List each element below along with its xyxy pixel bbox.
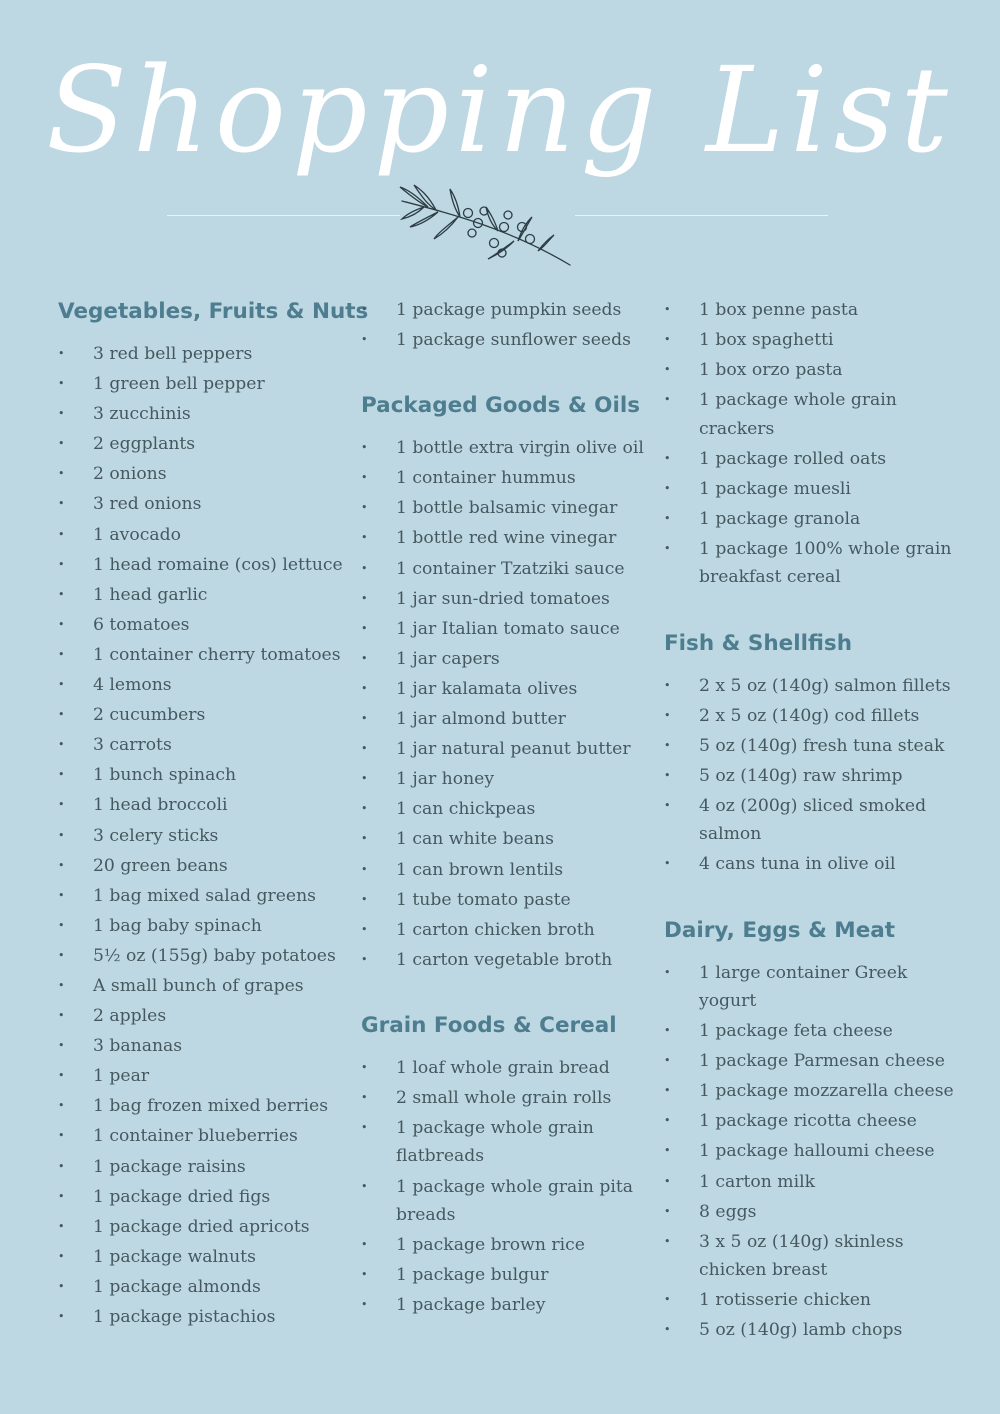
list-item: • 1 can white beans bbox=[361, 825, 661, 853]
list-item: • 1 package pumpkin seeds bbox=[361, 296, 661, 324]
list-item: • 4 cans tuna in olive oil bbox=[664, 850, 964, 878]
list-item: • 1 package whole grain flatbreads bbox=[361, 1114, 661, 1171]
list-item: • 2 x 5 oz (140g) cod fillets bbox=[664, 702, 964, 730]
list-item: • 2 x 5 oz (140g) salmon fillets bbox=[664, 672, 964, 700]
list-item: • 4 lemons bbox=[58, 671, 358, 699]
list-item: • 1 jar capers bbox=[361, 645, 661, 673]
list-item: • 1 bottle extra virgin olive oil bbox=[361, 434, 661, 462]
list-item: • 1 loaf whole grain bread bbox=[361, 1054, 661, 1082]
list-item: • 1 package bulgur bbox=[361, 1261, 661, 1289]
list-item: • 1 jar Italian tomato sauce bbox=[361, 615, 661, 643]
divider-right bbox=[575, 215, 828, 216]
list-item: • 1 carton chicken broth bbox=[361, 916, 661, 944]
list-item: • 8 eggs bbox=[664, 1198, 964, 1226]
list-item: • 20 green beans bbox=[58, 852, 358, 880]
list-item: • 1 pear bbox=[58, 1062, 358, 1090]
list-item: • 1 bottle balsamic vinegar bbox=[361, 494, 661, 522]
list-item: • 1 jar honey bbox=[361, 765, 661, 793]
list-item: • 1 package barley bbox=[361, 1291, 661, 1319]
packaged-goods-list bbox=[361, 434, 661, 974]
list-item: • 3 carrots bbox=[58, 731, 358, 759]
list-item: • 1 carton milk bbox=[664, 1168, 964, 1196]
divider-left bbox=[167, 215, 400, 216]
list-item: • 1 head garlic bbox=[58, 581, 358, 609]
list-item: • 1 jar almond butter bbox=[361, 705, 661, 733]
section-heading-vegetables: Vegetables, Fruits & Nuts bbox=[58, 299, 369, 324]
list-item: • 1 rotisserie chicken bbox=[664, 1286, 964, 1314]
list-item: • 1 package pistachios bbox=[58, 1303, 358, 1331]
list-item: • 1 bag baby spinach bbox=[58, 912, 358, 940]
list-item: • 1 package Parmesan cheese bbox=[664, 1047, 964, 1075]
dairy-list bbox=[664, 959, 964, 1345]
list-item: • 2 apples bbox=[58, 1002, 358, 1030]
section-heading-packaged-goods: Packaged Goods & Oils bbox=[361, 393, 640, 419]
list-item: • 1 box orzo pasta bbox=[664, 356, 964, 384]
list-item: • 2 eggplants bbox=[58, 430, 358, 458]
list-item: • 2 cucumbers bbox=[58, 701, 358, 729]
list-item: • 1 jar kalamata olives bbox=[361, 675, 661, 703]
list-item: • 1 container Tzatziki sauce bbox=[361, 555, 661, 583]
list-item: • 5½ oz (155g) baby potatoes bbox=[58, 942, 358, 970]
list-item: • 1 box penne pasta bbox=[664, 296, 964, 324]
list-item: • 1 package mozzarella cheese bbox=[664, 1077, 964, 1105]
list-item: • 1 large container Greek yogurt bbox=[664, 959, 964, 1016]
list-item: • 1 package granola bbox=[664, 505, 964, 533]
list-item: • 1 package dried apricots bbox=[58, 1213, 358, 1241]
list-item: • 1 container blueberries bbox=[58, 1122, 358, 1150]
list-item: • 2 onions bbox=[58, 460, 358, 488]
list-item: • 1 package ricotta cheese bbox=[664, 1107, 964, 1135]
list-item: • 1 bag frozen mixed berries bbox=[58, 1092, 358, 1120]
list-item: • 3 bananas bbox=[58, 1032, 358, 1060]
list-item: • 1 jar natural peanut butter bbox=[361, 735, 661, 763]
list-item: • 3 red onions bbox=[58, 490, 358, 518]
list-item: • 1 avocado bbox=[58, 521, 358, 549]
list-item: • 1 package feta cheese bbox=[664, 1017, 964, 1045]
list-item: • 3 celery sticks bbox=[58, 822, 358, 850]
column-2 bbox=[361, 296, 661, 1321]
list-item: • 1 carton vegetable broth bbox=[361, 946, 661, 974]
list-item: • 1 package sunflower seeds bbox=[361, 326, 661, 354]
list-item: • 1 package brown rice bbox=[361, 1231, 661, 1259]
list-item: • 1 box spaghetti bbox=[664, 326, 964, 354]
list-item: • 1 package muesli bbox=[664, 475, 964, 503]
list-item: • 1 bag mixed salad greens bbox=[58, 882, 358, 910]
list-item: • 5 oz (140g) lamb chops bbox=[664, 1316, 964, 1344]
list-item: • 3 red bell peppers bbox=[58, 340, 358, 368]
list-item: • 1 package rolled oats bbox=[664, 445, 964, 473]
list-item: • 1 container hummus bbox=[361, 464, 661, 492]
list-item: • 1 can brown lentils bbox=[361, 856, 661, 884]
list-item: • 1 green bell pepper bbox=[58, 370, 358, 398]
list-item: • 1 bottle red wine vinegar bbox=[361, 524, 661, 552]
list-item: • 2 small whole grain rolls bbox=[361, 1084, 661, 1112]
vegetables-list bbox=[58, 340, 358, 1331]
list-item: • 1 can chickpeas bbox=[361, 795, 661, 823]
section-heading-grain-foods: Grain Foods & Cereal bbox=[361, 1012, 617, 1038]
list-item: • 1 head broccoli bbox=[58, 791, 358, 819]
list-item: • 1 package dried figs bbox=[58, 1183, 358, 1211]
list-item: • 1 package raisins bbox=[58, 1153, 358, 1181]
section-heading-dairy: Dairy, Eggs & Meat bbox=[664, 917, 896, 943]
list-item: • 1 package whole grain pita breads bbox=[361, 1173, 661, 1230]
section-heading-fish: Fish & Shellfish bbox=[664, 630, 853, 656]
list-item: • 5 oz (140g) raw shrimp bbox=[664, 762, 964, 790]
list-item: • 6 tomatoes bbox=[58, 611, 358, 639]
list-item: • 1 container cherry tomatoes bbox=[58, 641, 358, 669]
list-item: • 1 bunch spinach bbox=[58, 761, 358, 789]
page-title: Shopping List bbox=[46, 41, 954, 179]
list-item: • 1 package 100% whole grain breakfast cereal bbox=[664, 535, 964, 592]
list-item: • 1 jar sun-dried tomatoes bbox=[361, 585, 661, 613]
list-item: • 1 package halloumi cheese bbox=[664, 1137, 964, 1165]
list-item: • 3 x 5 oz (140g) skinless chicken breast bbox=[664, 1228, 964, 1285]
list-item: • 1 package whole grain crackers bbox=[664, 386, 964, 443]
grain-foods-list-continued bbox=[664, 296, 964, 592]
column-1 bbox=[58, 296, 369, 1333]
list-item: • 4 oz (200g) sliced smoked salmon bbox=[664, 792, 964, 849]
list-item: • 1 tube tomato paste bbox=[361, 886, 661, 914]
list-item: • 5 oz (140g) fresh tuna steak bbox=[664, 732, 964, 760]
olive-branch-icon bbox=[398, 183, 576, 269]
vegetables-list-continued bbox=[361, 296, 661, 355]
list-item: • A small bunch of grapes bbox=[58, 972, 358, 1000]
column-3 bbox=[664, 296, 964, 1346]
fish-list bbox=[664, 672, 964, 879]
grain-foods-list bbox=[361, 1054, 661, 1320]
list-item: • 3 zucchinis bbox=[58, 400, 358, 428]
list-item: • 1 package almonds bbox=[58, 1273, 358, 1301]
list-item: • 1 package walnuts bbox=[58, 1243, 358, 1271]
list-item: • 1 head romaine (cos) lettuce bbox=[58, 551, 358, 579]
